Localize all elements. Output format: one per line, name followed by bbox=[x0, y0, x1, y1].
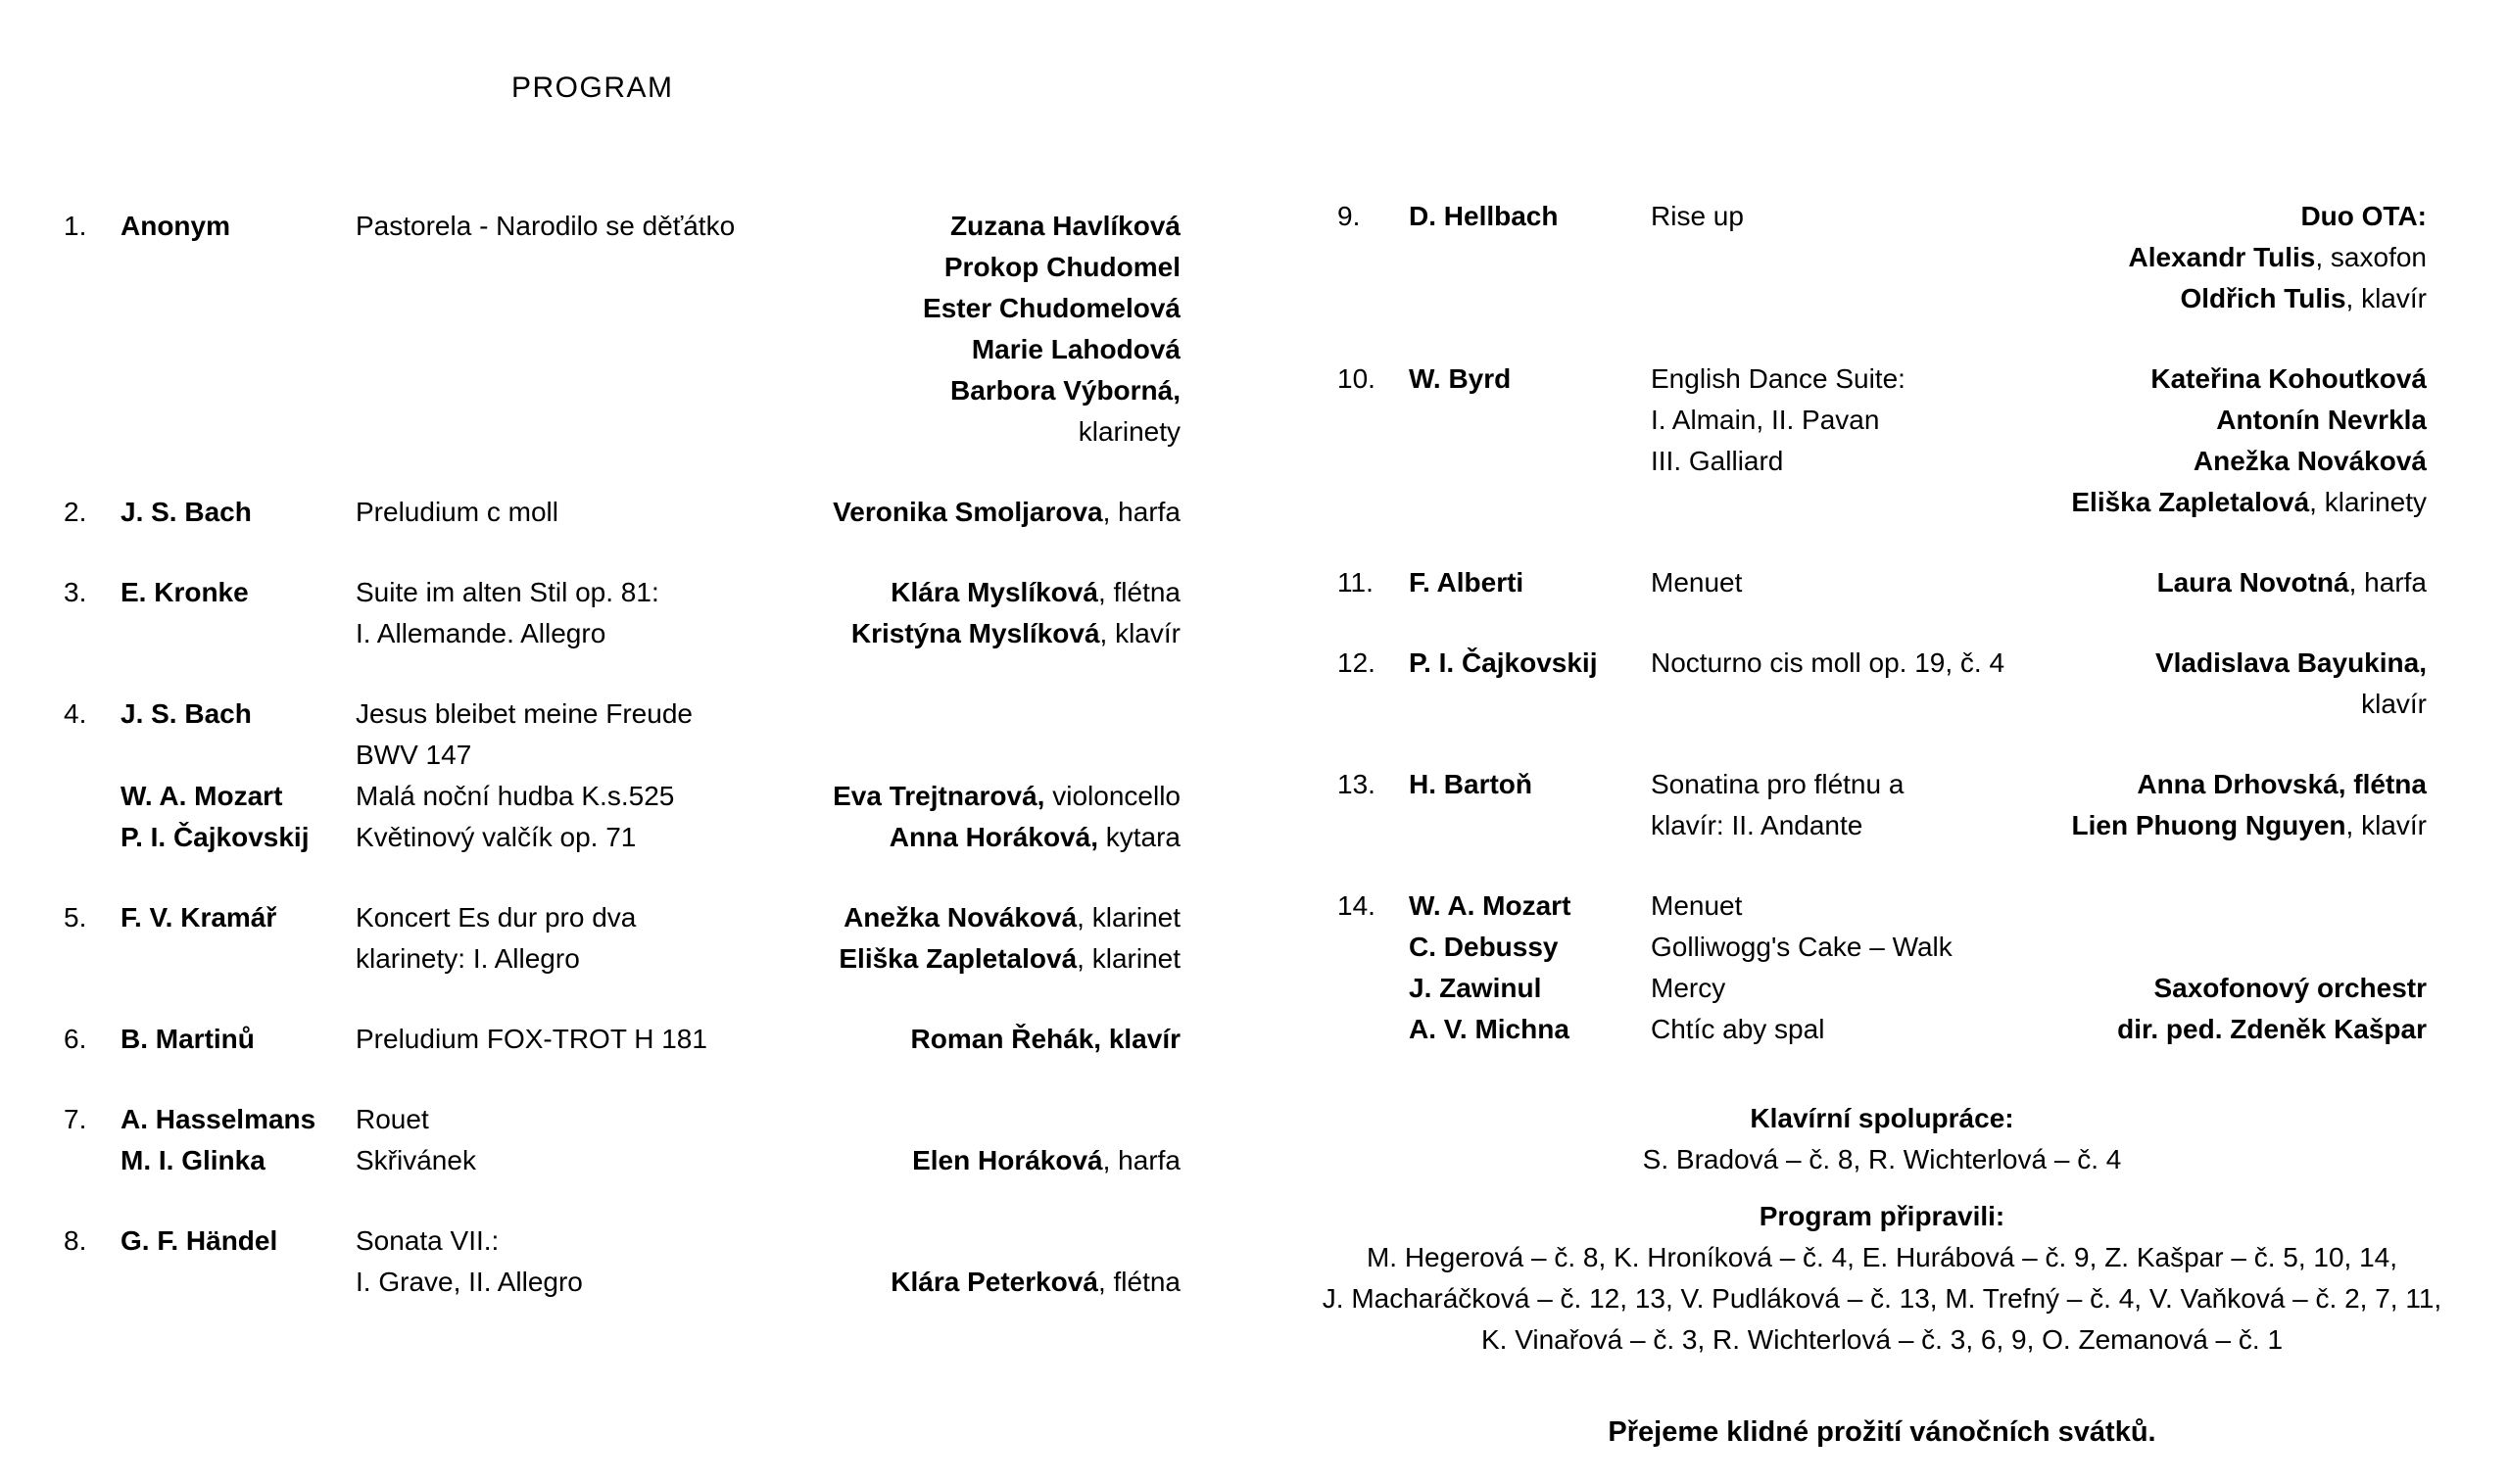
credits-line: J. Macharáčková – č. 12, 13, V. Pudláková – č. 13, M. Trefný – č. 4, V. Vaňková – č. 2, 7, 11, bbox=[1322, 1283, 2442, 1314]
performer-segment: Alexandr Tulis bbox=[2128, 242, 2316, 272]
performer-segment: Vladislava Bayukina, bbox=[2154, 647, 2427, 678]
program-column-right bbox=[1337, 196, 2427, 1089]
program-line bbox=[1337, 237, 2427, 278]
program-item bbox=[64, 1019, 1181, 1060]
program-line bbox=[1337, 359, 2427, 400]
item-number: 1. bbox=[64, 211, 87, 241]
credits-heading: Klavírní spolupráce: bbox=[1750, 1103, 2014, 1133]
program-line bbox=[64, 411, 1181, 453]
performer-segment: Kateřina Kohoutková bbox=[2150, 363, 2427, 394]
item-number: 13. bbox=[1337, 769, 1375, 799]
program-line bbox=[1337, 886, 2427, 927]
item-number: 8. bbox=[64, 1225, 87, 1256]
program-item bbox=[64, 492, 1181, 533]
performer-segment: , harfa bbox=[1102, 1145, 1181, 1175]
program-item bbox=[1337, 643, 2427, 725]
program-line bbox=[1337, 684, 2427, 725]
performer-segment: Klára Peterková bbox=[891, 1267, 1098, 1297]
item-number: 12. bbox=[1337, 647, 1375, 678]
item-title: Preludium c moll bbox=[356, 497, 558, 527]
performer-segment: , klavír bbox=[2345, 810, 2427, 840]
item-performers bbox=[972, 329, 1181, 370]
program-line bbox=[64, 1019, 1181, 1060]
performer-segment: Veronika Smoljarova bbox=[833, 497, 1103, 527]
page-title: PROGRAM bbox=[511, 72, 674, 104]
performer-segment: Zuzana Havlíková bbox=[950, 211, 1181, 241]
item-title: BWV 147 bbox=[356, 740, 472, 770]
program-column-left bbox=[64, 206, 1181, 1342]
credits-line: M. Hegerová – č. 8, K. Hroníková – č. 4, E. Hurábová – č. 9, Z. Kašpar – č. 5, 10, 14, bbox=[1366, 1242, 2398, 1272]
performer-segment: , klavír bbox=[1099, 618, 1181, 648]
program-line bbox=[64, 1262, 1181, 1303]
item-performers bbox=[2180, 278, 2427, 319]
item-composer: C. Debussy bbox=[1409, 932, 1559, 962]
item-title: I. Almain, II. Pavan bbox=[1651, 405, 1880, 435]
performer-segment: Elen Horáková bbox=[912, 1145, 1103, 1175]
performer-segment: Eliška Zapletalová bbox=[2071, 487, 2310, 517]
item-performers bbox=[2361, 684, 2427, 725]
item-performers bbox=[2194, 441, 2427, 482]
program-line bbox=[1337, 482, 2427, 523]
performer-segment: Laura Novotná bbox=[2156, 567, 2349, 598]
performer-segment: Lien Phuong Nguyen bbox=[2071, 810, 2346, 840]
program-line bbox=[64, 735, 1181, 776]
item-number: 14. bbox=[1337, 890, 1375, 921]
performer-segment: Anežka Nováková bbox=[844, 902, 1078, 933]
item-title: klarinety: I. Allegro bbox=[356, 943, 580, 974]
program-line bbox=[64, 1140, 1181, 1181]
item-composer: W. A. Mozart bbox=[121, 781, 283, 811]
item-performers bbox=[2117, 1009, 2427, 1050]
item-performers bbox=[2300, 196, 2427, 237]
item-composer: D. Hellbach bbox=[1409, 201, 1559, 231]
item-title: Mercy bbox=[1651, 973, 1726, 1003]
performer-segment: , klarinet bbox=[1077, 943, 1181, 974]
program-line bbox=[64, 492, 1181, 533]
item-number: 9. bbox=[1337, 201, 1361, 231]
program-line bbox=[1337, 1009, 2427, 1050]
program-line bbox=[1337, 805, 2427, 846]
item-title: Preludium FOX-TROT H 181 bbox=[356, 1024, 707, 1054]
item-performers bbox=[833, 492, 1181, 533]
performer-segment: Barbora Výborná, bbox=[950, 375, 1181, 406]
item-composer: A. V. Michna bbox=[1409, 1014, 1569, 1044]
item-title: I. Grave, II. Allegro bbox=[356, 1267, 583, 1297]
program-item bbox=[64, 572, 1181, 654]
program-item bbox=[64, 897, 1181, 980]
item-composer: G. F. Händel bbox=[121, 1225, 278, 1256]
item-composer: J. S. Bach bbox=[121, 497, 252, 527]
item-title: Chtíc aby spal bbox=[1651, 1014, 1825, 1044]
performer-segment: Prokop Chudomel bbox=[943, 252, 1181, 282]
item-performers bbox=[944, 247, 1181, 288]
performer-segment: , klarinety bbox=[2309, 487, 2427, 517]
program-line bbox=[1337, 441, 2427, 482]
item-number: 6. bbox=[64, 1024, 87, 1054]
item-title: Rise up bbox=[1651, 201, 1744, 231]
program-line bbox=[64, 694, 1181, 735]
performer-segment: Saxofonový orchestr bbox=[2153, 973, 2427, 1003]
performer-segment: Ester Chudomelová bbox=[923, 293, 1181, 323]
program-line bbox=[64, 938, 1181, 980]
item-performers bbox=[839, 938, 1181, 980]
item-composer: H. Bartoň bbox=[1409, 769, 1532, 799]
item-title: III. Galliard bbox=[1651, 446, 1784, 476]
item-performers bbox=[833, 776, 1181, 817]
item-title: Rouet bbox=[356, 1104, 429, 1134]
program-item bbox=[64, 694, 1181, 858]
performer-segment: Roman Řehák, klavír bbox=[910, 1024, 1181, 1054]
item-title: Sonatina pro flétnu a bbox=[1651, 769, 1905, 799]
performer-segment: violoncello bbox=[1044, 781, 1181, 811]
performer-segment: Oldřich Tulis bbox=[2180, 283, 2346, 313]
item-title: Malá noční hudba K.s.525 bbox=[356, 781, 675, 811]
item-performers bbox=[2157, 562, 2427, 603]
performer-segment: dir. ped. Zdeněk Kašpar bbox=[2117, 1014, 2427, 1044]
credits-line: S. Bradová – č. 8, R. Wichterlová – č. 4 bbox=[1642, 1144, 2122, 1174]
performer-segment: , harfa bbox=[2348, 567, 2427, 598]
item-title: Jesus bleibet meine Freude bbox=[356, 698, 693, 729]
item-number: 5. bbox=[64, 902, 87, 933]
program-line bbox=[64, 613, 1181, 654]
program-line bbox=[64, 288, 1181, 329]
item-performers bbox=[844, 897, 1181, 938]
item-number: 10. bbox=[1337, 363, 1375, 394]
program-line bbox=[1337, 643, 2427, 684]
item-title: Pastorela - Narodilo se děťátko bbox=[356, 211, 736, 241]
item-composer: F. V. Kramář bbox=[121, 902, 277, 933]
item-composer: P. I. Čajkovskij bbox=[121, 822, 310, 852]
item-number: 2. bbox=[64, 497, 87, 527]
item-title: Květinový valčík op. 71 bbox=[356, 822, 637, 852]
credits-section bbox=[1304, 1098, 2460, 1361]
item-title: English Dance Suite: bbox=[1651, 363, 1905, 394]
item-composer: W. A. Mozart bbox=[1409, 890, 1571, 921]
item-performers bbox=[891, 572, 1181, 613]
program-line bbox=[1337, 278, 2427, 319]
performer-segment: Eliška Zapletalová bbox=[839, 943, 1078, 974]
item-performers bbox=[923, 288, 1181, 329]
program-item bbox=[64, 1099, 1181, 1181]
item-title: Golliwogg's Cake – Walk bbox=[1651, 932, 1953, 962]
item-composer: P. I. Čajkovskij bbox=[1409, 647, 1598, 678]
performer-segment: klavír bbox=[2361, 689, 2427, 719]
closing-message: Přejeme klidné prožití vánočních svátků. bbox=[1608, 1416, 2156, 1448]
item-performers bbox=[891, 1262, 1181, 1303]
performer-segment: , klarinet bbox=[1077, 902, 1181, 933]
item-performers bbox=[2150, 359, 2427, 400]
program-line bbox=[64, 897, 1181, 938]
program-line bbox=[1337, 764, 2427, 805]
item-composer: F. Alberti bbox=[1409, 567, 1524, 598]
performer-segment: , flétna bbox=[1097, 1267, 1181, 1297]
item-performers bbox=[1079, 411, 1181, 453]
item-performers bbox=[890, 817, 1181, 858]
item-performers bbox=[2129, 237, 2428, 278]
item-performers bbox=[851, 613, 1181, 654]
performer-segment: Anna Drhovská, flétna bbox=[2137, 769, 2427, 799]
item-composer: J. Zawinul bbox=[1409, 973, 1542, 1003]
performer-segment: Eva Trejtnarová, bbox=[833, 781, 1045, 811]
credits-line: K. Vinařová – č. 3, R. Wichterlová – č. 3, 6, 9, O. Zemanová – č. 1 bbox=[1480, 1324, 2284, 1355]
performer-segment: klarinety bbox=[1078, 416, 1181, 447]
item-performers bbox=[2072, 805, 2427, 846]
program-line bbox=[64, 1221, 1181, 1262]
item-number: 7. bbox=[64, 1104, 87, 1134]
item-performers bbox=[2155, 643, 2427, 684]
program-line bbox=[64, 247, 1181, 288]
item-number: 4. bbox=[64, 698, 87, 729]
item-performers bbox=[950, 206, 1181, 247]
item-title: Skřivánek bbox=[356, 1145, 476, 1175]
program-item bbox=[1337, 764, 2427, 846]
item-composer: A. Hasselmans bbox=[121, 1104, 316, 1134]
performer-segment: , klavír bbox=[2345, 283, 2427, 313]
program-item bbox=[1337, 359, 2427, 523]
performer-segment: , flétna bbox=[1097, 577, 1181, 607]
program-line bbox=[64, 206, 1181, 247]
program-line bbox=[1337, 196, 2427, 237]
program-line bbox=[1337, 400, 2427, 441]
performer-segment: Kristýna Myslíková bbox=[850, 618, 1100, 648]
program-line bbox=[64, 572, 1181, 613]
item-performers bbox=[912, 1140, 1181, 1181]
item-composer: E. Kronke bbox=[121, 577, 249, 607]
program-line bbox=[64, 370, 1181, 411]
item-performers bbox=[2153, 968, 2427, 1009]
performer-segment: Anežka Nováková bbox=[2193, 446, 2427, 476]
performer-segment: Anna Horáková, bbox=[889, 822, 1098, 852]
item-title: Menuet bbox=[1651, 567, 1743, 598]
program-line bbox=[1337, 927, 2427, 968]
item-title: Nocturno cis moll op. 19, č. 4 bbox=[1651, 647, 2005, 678]
item-composer: Anonym bbox=[121, 211, 230, 241]
item-title: I. Allemande. Allegro bbox=[356, 618, 606, 648]
item-number: 3. bbox=[64, 577, 87, 607]
item-composer: M. I. Glinka bbox=[121, 1145, 265, 1175]
item-performers bbox=[2137, 764, 2427, 805]
item-composer: B. Martinů bbox=[121, 1024, 255, 1054]
program-item bbox=[1337, 562, 2427, 603]
program-item bbox=[1337, 886, 2427, 1050]
program-item bbox=[64, 206, 1181, 453]
item-number: 11. bbox=[1337, 567, 1374, 598]
program-line bbox=[1337, 968, 2427, 1009]
performer-segment: Antonín Nevrkla bbox=[2216, 405, 2427, 435]
performer-segment: kytara bbox=[1097, 822, 1181, 852]
program-item bbox=[1337, 196, 2427, 319]
item-title: Sonata VII.: bbox=[356, 1225, 500, 1256]
program-line bbox=[64, 329, 1181, 370]
performer-segment: Marie Lahodová bbox=[971, 334, 1181, 364]
performer-segment: , saxofon bbox=[2315, 242, 2427, 272]
item-performers bbox=[2216, 400, 2427, 441]
credits-heading: Program připravili: bbox=[1759, 1201, 2005, 1231]
item-composer: W. Byrd bbox=[1409, 363, 1512, 394]
item-title: Menuet bbox=[1651, 890, 1743, 921]
performer-segment: Klára Myslíková bbox=[891, 577, 1098, 607]
program-line bbox=[64, 817, 1181, 858]
item-title: Koncert Es dur pro dva bbox=[356, 902, 637, 933]
program-line bbox=[64, 776, 1181, 817]
performer-segment: , harfa bbox=[1102, 497, 1181, 527]
program-line bbox=[1337, 562, 2427, 603]
performer-segment: Duo OTA: bbox=[2300, 201, 2427, 231]
item-performers bbox=[2071, 482, 2427, 523]
item-performers bbox=[911, 1019, 1181, 1060]
item-title: Suite im alten Stil op. 81: bbox=[356, 577, 659, 607]
program-item bbox=[64, 1221, 1181, 1303]
item-title: klavír: II. Andante bbox=[1651, 810, 1863, 840]
item-performers bbox=[950, 370, 1181, 411]
item-composer: J. S. Bach bbox=[121, 698, 252, 729]
program-line bbox=[64, 1099, 1181, 1140]
